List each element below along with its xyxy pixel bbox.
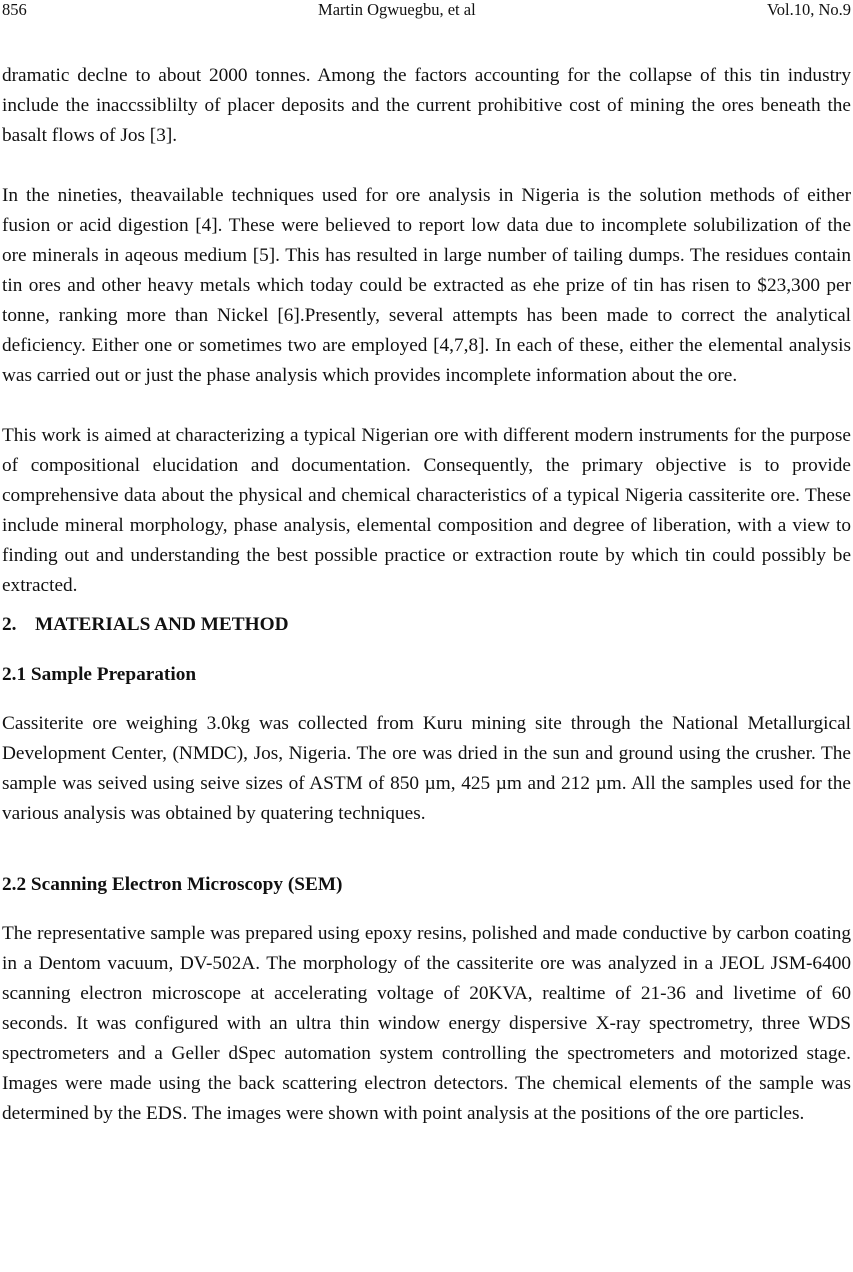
- section-heading-materials: [2, 610, 851, 640]
- page-number: 856: [2, 0, 27, 19]
- running-header: [2, 0, 851, 22]
- paragraph-gap: [2, 391, 851, 421]
- header-authors: Martin Ogwuegbu, et al: [318, 0, 476, 19]
- paragraph-analysis-techniques: In the nineties, theavailable techniques used for ore analysis in Nigeria is the solution methods of either fusion or acid digestion [4]. These were believed to report low data due to incomplete solubilization of the ore minerals in aqeous medium [5]. This has resulted in large number of tailing dumps. The residues contain tin ores and other heavy metals which today could be extracted as ehe prize of tin has risen to $23,300 per tonne, ranking more than Nickel [6].Presently, several attempts has been made to correct the analytical deficiency. Either one or sometimes two are employed [4,7,8]. In each of these, either the elemental analysis was carried out or just the phase analysis which provides incomplete information about the ore.: [2, 185, 851, 386]
- header-volume: Vol.10, No.9: [766, 0, 851, 19]
- subsection-heading-sample-preparation: 2.1 Sample Preparation: [2, 664, 197, 685]
- paragraph-sample-preparation: Cassiterite ore weighing 3.0kg was collected from Kuru mining site through the National Metallurgical Development Center, (NMDC), Jos, Nigeria. The ore was dried in the sun and ground using the crusher. The sample was seived using seive sizes of ASTM of 850 µm, 425 µm and 212 µm. All the samples used for the various analysis was obtained by quatering techniques.: [2, 713, 851, 824]
- paragraph-gap: [2, 151, 851, 181]
- section-number: 2.: [2, 614, 17, 635]
- paragraph-intro-continued: dramatic declne to about 2000 tonnes. Among the factors accounting for the collapse of this tin industry include the inaccssiblilty of placer deposits and the current prohibitive cost of mining the ores beneath the basalt flows of Jos [3].: [2, 65, 851, 146]
- section-title: MATERIALS AND METHOD: [35, 614, 289, 635]
- subsection-heading-sem: 2.2 Scanning Electron Microscopy (SEM): [2, 874, 343, 895]
- paragraph-objective: This work is aimed at characterizing a typical Nigerian ore with different modern instruments for the purpose of compositional elucidation and documentation. Consequently, the primary objective is to provide comprehensive data about the physical and chemical characteristics of a typical Nigeria cassiterite ore. These include mineral morphology, phase analysis, elemental composition and degree of liberation, with a view to finding out and understanding the best possible practice or extraction route by which tin could possibly be extracted.: [2, 425, 851, 596]
- paragraph-sem: The representative sample was prepared using epoxy resins, polished and made conductive by carbon coating in a Dentom vacuum, DV-502A. The morphology of the cassiterite ore was analyzed in a JEOL JSM-6400 scanning electron microscope at accelerating voltage of 20KVA, realtime of 21-36 and livetime of 60 seconds. It was configured with an ultra thin window energy dispersive X-ray spectrometry, three WDS spectrometers and a Geller dSpec automation system controlling the spectrometers and motorized stage. Images were made using the back scattering electron detectors. The chemical elements of the sample was determined by the EDS. The images were shown with point analysis at the positions of the ore particles.: [2, 923, 851, 1124]
